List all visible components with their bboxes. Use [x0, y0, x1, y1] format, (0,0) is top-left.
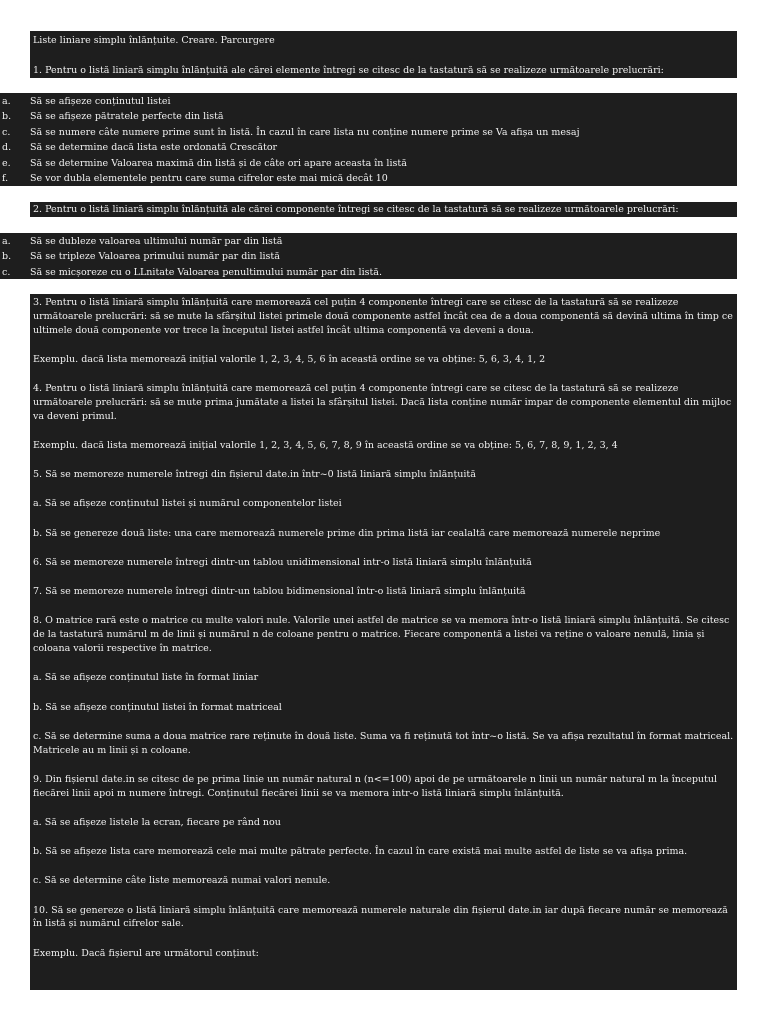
- paragraph: c. Să se determine suma a doua matrice rare reținute în două liste. Suma va fi reținută tot într~o listă. Se va afișa rezultatul în format matriceal. Matricele au m linii și n coloane.: [33, 730, 734, 756]
- paragraph: b. Să se afișeze lista care memorează cele mai multe pătrate perfecte. În cazul în care există mai multe astfel de liste se va afișa prima.: [33, 846, 688, 858]
- paragraph: b. Să se genereze două liste: una care memorează numerele prime din prima listă iar cealaltă care memorează numerele neprime: [33, 527, 661, 539]
- paragraph: 6. Să se memoreze numerele întregi dintr-un tablou unidimensional intr-o listă liniară simplu înlănțuită: [33, 556, 532, 568]
- problem-1-statement: 1. Pentru o listă liniară simplu înlănțuită ale cărei elemente întregi se citesc de la tastatură să se realizeze următoarele prelucrări:: [33, 64, 664, 76]
- list-item: b. Să se tripleze Valoarea primului număr par din listă: [2, 251, 280, 263]
- paragraph: a. Să se afișeze conținutul listei și numărul componentelor listei: [33, 498, 342, 510]
- paragraph: 7. Să se memoreze numerele întregi dintr-un tablou bidimensional într-o listă liniară simplu înlănțuită: [33, 586, 526, 598]
- paragraph: a. Să se afișeze conținutul liste în format liniar: [33, 672, 259, 684]
- list-item: c. Să se numere câte numere prime sunt în listă. În cazul în care lista nu conține numere prime se Va afișa un mesaj: [2, 126, 580, 138]
- problem-2-statement-block: [30, 202, 737, 217]
- list-item: a. Să se afișeze conținutul listei: [2, 96, 171, 107]
- paragraph: Exemplu. dacă lista memorează inițial valorile 1, 2, 3, 4, 5, 6 în această ordine se va obține: 5, 6, 3, 4, 1, 2: [33, 353, 546, 365]
- problem-2-statement: 2. Pentru o listă liniară simplu înlănțuită ale cărei componente întregi se citesc de la tastatură să se realizeze următoarele prelucrări:: [33, 204, 679, 215]
- paragraph: Exemplu. dacă lista memorează inițial valorile 1, 2, 3, 4, 5, 6, 7, 8, 9 în această ordine se va obține: 5, 6, 7, 8, 9, 1, 2, 3, 4: [33, 439, 618, 451]
- paragraph: 8. O matrice rară este o matrice cu multe valori nule. Valorile unei astfel de matrice se va memora într-o listă liniară simplu înlănțuită. Se citesc de la tastatură numărul m de linii și numărul n de coloane pentru o matrice. Fiecare componentă a listei va reține o valoare nenulă, linia și coloana valorii respective în matrice.: [33, 615, 730, 654]
- paragraph: 4. Pentru o listă liniară simplu înlănțuită care memorează cel puțin 4 componente întregi care se citesc de la tastatură să se realizeze următoarele prelucrări: să se mute prima jumătate a listei la sfârșitul listei. Dacă lista conține număr impar de componente elementul din mijloc va deveni primul.: [33, 383, 732, 422]
- list-item: c. Să se micșoreze cu o LLnitate Valoarea penultimului număr par din listă.: [2, 266, 382, 278]
- problems-3-10-block: [30, 294, 737, 990]
- paragraph: 9. Din fișierul date.in se citesc de pe prima linie un număr natural n (n<=100) apoi de pe următoarele n linii un număr natural m la începutul fiecărei linii apoi m numere întregi. Conținutul fiecărei linii se va memora intr-o listă liniară simplu înlănțuită.: [33, 773, 718, 799]
- paragraph: 10. Să se genereze o listă liniară simplu înlănțuită care memorează numerele naturale din fișierul date.in iar după fiecare număr se memorează în listă și numărul cifrelor sale.: [33, 904, 728, 930]
- paragraph: 3. Pentru o listă liniară simplu înlănțuită care memorează cel puțin 4 componente întregi care se citesc de la tastatură să se realizeze următoarele prelucrări: să se mute la sfârșitul listei primele două componente astfel încât cea de a doua componentă să devină ultima în timp ce ultimele două componente vor trece la începutul listei astfel încât ultima componentă va deveni a doua.: [33, 297, 733, 336]
- paragraph: a. Să se afișeze listele la ecran, fiecare pe rând nou: [33, 816, 281, 828]
- problem-2-list: [0, 233, 737, 279]
- paragraph: b. Să se afișeze conținutul listei în format matriceal: [33, 701, 282, 713]
- paragraph: c. Să se determine câte liste memorează numai valori nenule.: [33, 875, 331, 887]
- paragraph: 5. Să se memoreze numerele întregi din fișierul date.in într~0 listă liniară simplu înlănțuită: [33, 469, 476, 481]
- list-item: d. Să se determine dacă lista este ordonată Crescător: [2, 142, 278, 154]
- list-item: a. Să se dubleze valoarea ultimului număr par din listă: [2, 236, 283, 247]
- problem-1-list: [0, 93, 737, 186]
- list-item: f. Se vor dubla elementele pentru care suma cifrelor este mai mică decât 10: [2, 172, 388, 184]
- header-block: [30, 31, 737, 78]
- paragraph: Exemplu. Dacă fișierul are următorul conținut:: [33, 947, 259, 959]
- list-item: e. Să se determine Valoarea maximă din listă și de câte ori apare aceasta în listă: [2, 157, 407, 169]
- list-item: b. Să se afișeze pătratele perfecte din listă: [2, 111, 224, 123]
- document-title: Liste liniare simplu înlănțuite. Creare. Parcurgere: [33, 35, 275, 46]
